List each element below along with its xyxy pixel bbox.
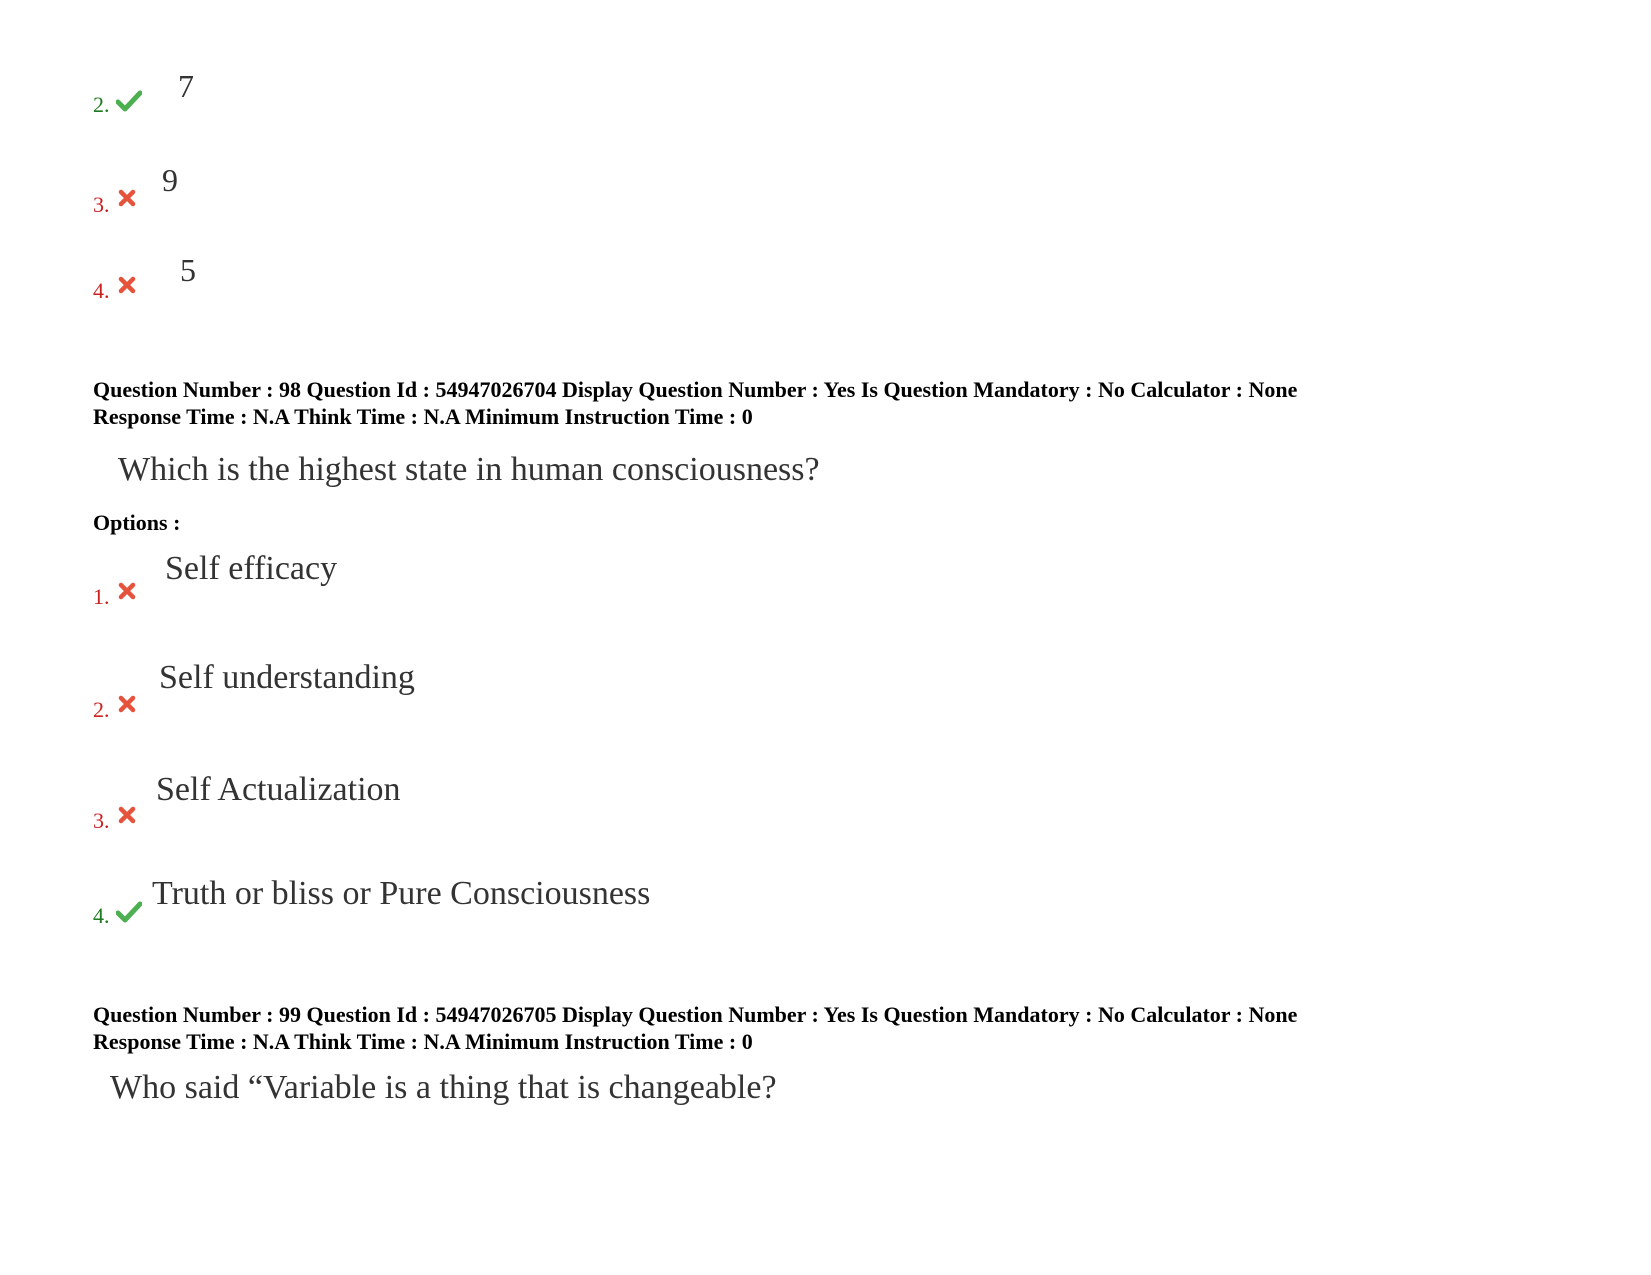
option-text: Self understanding <box>159 659 415 696</box>
cross-icon <box>118 695 136 713</box>
option-text: 5 <box>180 252 196 288</box>
cross-icon <box>118 189 136 207</box>
options-label: Options : <box>93 510 181 535</box>
option-number: 2. <box>93 92 110 117</box>
check-icon <box>116 89 142 113</box>
question-text: Which is the highest state in human consciousness? <box>118 451 820 488</box>
cross-icon <box>118 582 136 600</box>
question-meta-line1: Question Number : 98 Question Id : 54947026704 Display Question Number : Yes Is Question Mandatory : No Calculator : None <box>93 377 1298 402</box>
question-meta-line1: Question Number : 99 Question Id : 54947026705 Display Question Number : Yes Is Question Mandatory : No Calculator : None <box>93 1002 1298 1027</box>
question-meta-line2: Response Time : N.A Think Time : N.A Minimum Instruction Time : 0 <box>93 404 753 429</box>
option-text: Self Actualization <box>156 771 401 808</box>
option-number: 4. <box>93 903 110 928</box>
option-number: 2. <box>93 697 110 722</box>
question-text: Who said “Variable is a thing that is changeable? <box>110 1069 777 1106</box>
option-text: 9 <box>162 162 178 198</box>
option-number: 3. <box>93 192 110 217</box>
option-text: 7 <box>178 68 194 104</box>
cross-icon <box>118 806 136 824</box>
option-text: Truth or bliss or Pure Consciousness <box>152 875 651 912</box>
question-meta-line2: Response Time : N.A Think Time : N.A Minimum Instruction Time : 0 <box>93 1029 753 1054</box>
option-number: 1. <box>93 584 110 609</box>
option-text: Self efficacy <box>165 550 338 587</box>
cross-icon <box>118 276 136 294</box>
check-icon <box>116 900 142 924</box>
option-number: 4. <box>93 278 110 303</box>
option-number: 3. <box>93 808 110 833</box>
